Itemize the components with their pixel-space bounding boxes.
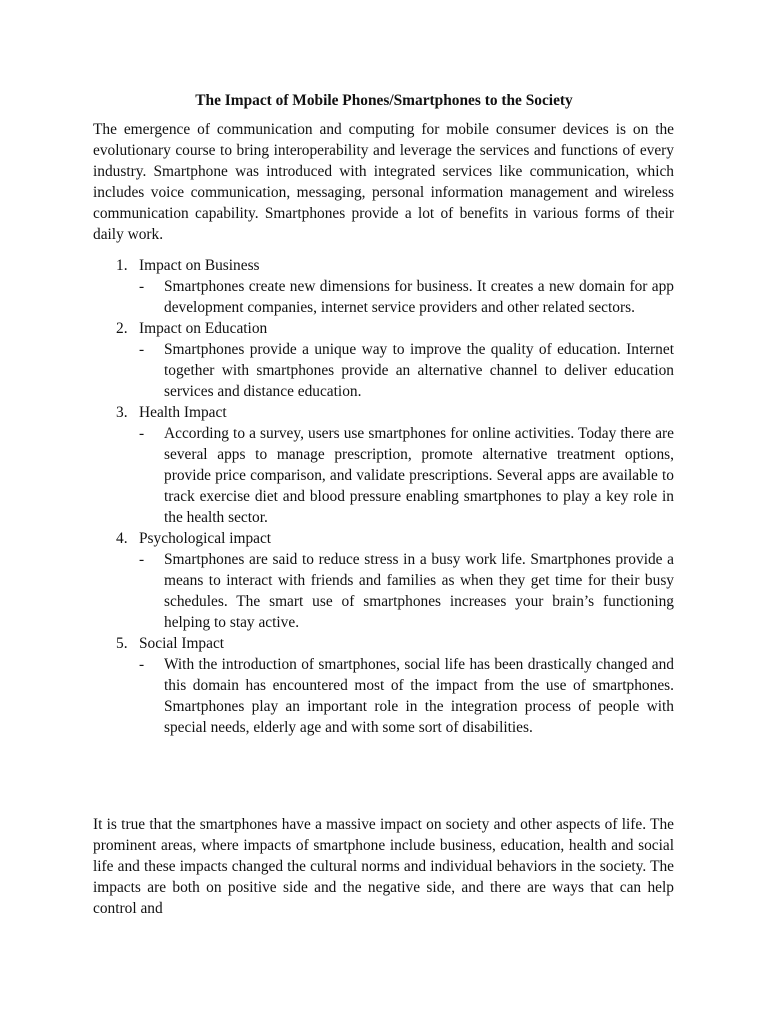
dash-bullet: - [139,425,145,442]
document-title: The Impact of Mobile Phones/Smartphones to the Society [195,92,573,109]
list-item-number: 2. [116,320,128,337]
list-item-detail [93,654,674,738]
list-item-number: 3. [116,404,128,421]
list-item-detail [93,276,674,318]
list-item [93,633,674,738]
impact-list [93,255,674,738]
list-item-detail-text: Smartphones create new dimensions for business. It creates a new domain for app development companies, internet service providers and other related sectors. [164,278,674,316]
closing-paragraph: It is true that the smartphones have a massive impact on society and other aspects of life. The prominent areas, where impacts of smartphone include business, education, health and social life and these impacts changed the cultural norms and individual behaviors in the society. The impacts are both on positive side and the negative side, and there are ways that can help control and [93,816,674,917]
list-item-heading [93,402,674,423]
list-item [93,528,674,633]
list-item [93,255,674,318]
list-item-detail [93,423,674,528]
list-item-heading-text: Impact on Education [139,320,268,337]
list-item-number: 4. [116,530,128,547]
list-item-detail-text: Smartphones provide a unique way to improve the quality of education. Internet together with smartphones provide an alternative channel to deliver education services and distance education. [164,341,674,400]
list-item [93,402,674,528]
list-item-heading-text: Social Impact [139,635,225,652]
list-item [93,318,674,402]
dash-bullet: - [139,278,145,295]
list-item-heading [93,633,674,654]
list-item-heading-text: Psychological impact [139,530,272,547]
intro-paragraph: The emergence of communication and computing for mobile consumer devices is on the evolutionary course to bring interoperability and leverage the services and functions of every industry. Smartphone was introduced with integrated services like communication, which includes voice communication, messaging, personal information management and wireless communication capability. Smartphones provide a lot of benefits in various forms of their daily work. [93,121,674,243]
list-item-heading-text: Health Impact [139,404,227,421]
dash-bullet: - [139,551,145,568]
list-item-heading [93,528,674,549]
list-item-heading-text: Impact on Business [139,257,260,274]
list-item-detail-text: According to a survey, users use smartphones for online activities. Today there are several apps to manage prescription, promote alternative treatment options, provide price comparison, and validate prescriptions. Several apps are available to track exercise diet and blood pressure enabling smartphones to play a key role in the health sector. [164,425,674,526]
list-item-heading [93,255,674,276]
dash-bullet: - [139,341,145,358]
list-item-detail [93,549,674,633]
list-item-detail-text: Smartphones are said to reduce stress in a busy work life. Smartphones provide a means to interact with friends and families as when they get time for their busy schedules. The smart use of smartphones increases your brain’s functioning helping to stay active. [164,551,674,631]
list-item-detail-text: With the introduction of smartphones, social life has been drastically changed and this domain has encountered most of the impact from the use of smartphones. Smartphones play an important role in the integration process of people with special needs, elderly age and with some sort of disabilities. [164,656,674,736]
dash-bullet: - [139,656,145,673]
list-item-number: 5. [116,635,128,652]
list-item-number: 1. [116,257,128,274]
list-item-heading [93,318,674,339]
list-item-detail [93,339,674,402]
